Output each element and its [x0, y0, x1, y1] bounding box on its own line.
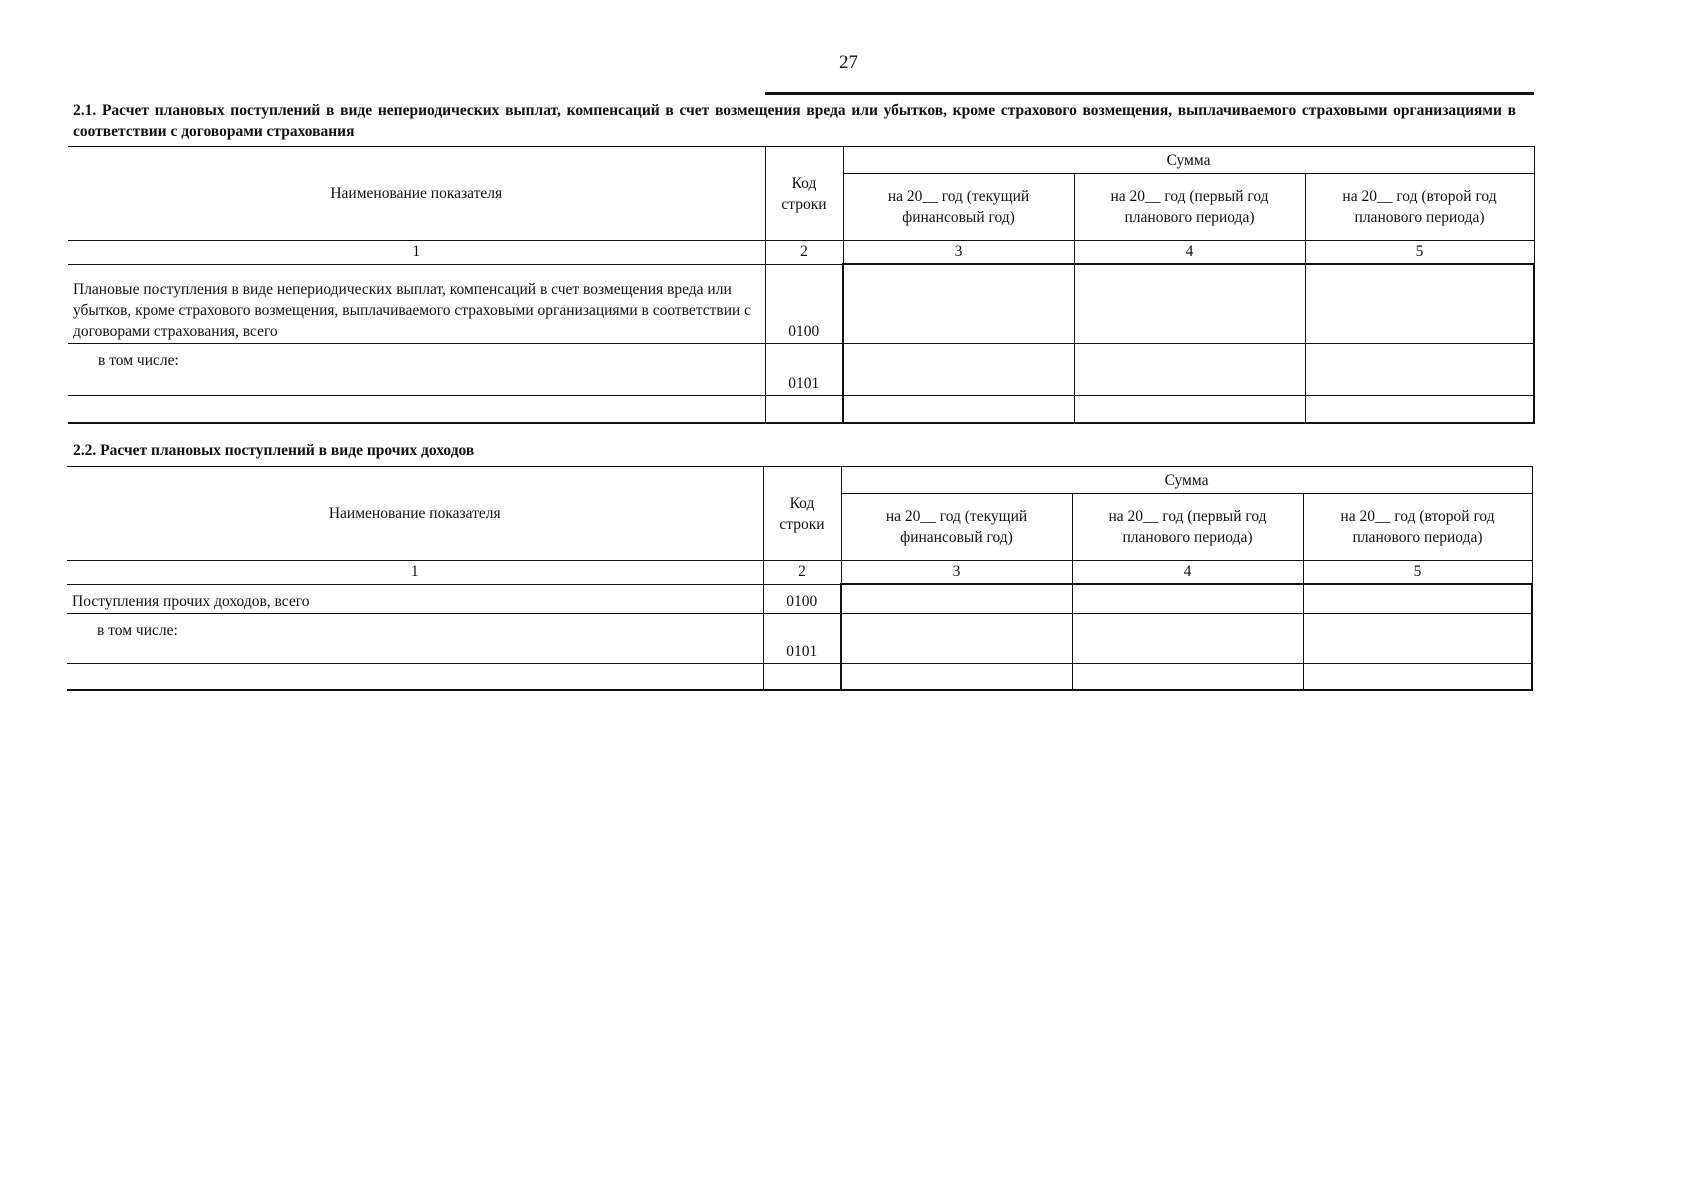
header-col5: на 20__ год (второй год планового периода)	[1305, 174, 1534, 241]
row-label: Поступления прочих доходов, всего	[67, 584, 763, 613]
value-cell[interactable]	[1305, 343, 1534, 395]
header-col3: на 20__ год (текущий финансовый год)	[843, 174, 1074, 241]
header-sum: Сумма	[841, 467, 1532, 494]
header-name: Наименование показателя	[67, 467, 763, 561]
header-code: Код строки	[765, 147, 843, 241]
row-label	[67, 663, 763, 690]
col-number: 3	[843, 241, 1074, 265]
row-code: 0101	[765, 343, 843, 395]
header-code: Код строки	[763, 467, 841, 561]
table-section-2-2	[67, 466, 1533, 691]
row-code: 0100	[763, 584, 841, 613]
row-code: 0100	[765, 264, 843, 343]
row-code: 0101	[763, 613, 841, 663]
col-number: 2	[765, 241, 843, 265]
col-number: 1	[67, 561, 763, 585]
value-cell[interactable]	[1303, 663, 1532, 690]
header-col5: на 20__ год (второй год планового периода)	[1303, 494, 1532, 561]
header-name: Наименование показателя	[68, 147, 765, 241]
row-code	[763, 663, 841, 690]
col-number: 5	[1305, 241, 1534, 265]
value-cell[interactable]	[1074, 343, 1305, 395]
col-number: 2	[763, 561, 841, 585]
row-label	[68, 395, 765, 423]
value-cell[interactable]	[843, 343, 1074, 395]
col-number: 4	[1072, 561, 1303, 585]
header-col4: на 20__ год (первый год планового периода)	[1072, 494, 1303, 561]
page-number: 27	[839, 52, 858, 73]
value-cell[interactable]	[1072, 584, 1303, 613]
value-cell[interactable]	[841, 663, 1072, 690]
value-cell[interactable]	[1305, 264, 1534, 343]
col-number: 5	[1303, 561, 1532, 585]
value-cell[interactable]	[1303, 613, 1532, 663]
col-number: 1	[68, 241, 765, 265]
value-cell[interactable]	[841, 613, 1072, 663]
col-number: 3	[841, 561, 1072, 585]
section-title-2-1: 2.1. Расчет плановых поступлений в виде непериодических выплат, компенсаций в счет возмещения вреда или убытков, кроме страхового возмещения, выплачиваемого страховыми организациями в соответствии с договорами страхования	[73, 102, 1516, 140]
row-label: в том числе:	[67, 613, 763, 663]
value-cell[interactable]	[1074, 264, 1305, 343]
header-sum: Сумма	[843, 147, 1534, 174]
value-cell[interactable]	[1072, 663, 1303, 690]
value-cell[interactable]	[843, 264, 1074, 343]
value-cell[interactable]	[843, 395, 1074, 423]
header-col4: на 20__ год (первый год планового периода)	[1074, 174, 1305, 241]
row-label: в том числе:	[68, 343, 765, 395]
value-cell[interactable]	[1305, 395, 1534, 423]
top-rule	[765, 92, 1534, 95]
value-cell[interactable]	[1072, 613, 1303, 663]
value-cell[interactable]	[1074, 395, 1305, 423]
section-title-2-2: 2.2. Расчет плановых поступлений в виде прочих доходов	[73, 442, 475, 459]
value-cell[interactable]	[1303, 584, 1532, 613]
row-label: Плановые поступления в виде непериодических выплат, компенсаций в счет возмещения вреда или убытков, кроме страхового возмещения, выплачиваемого страховыми организациями в соответствии с договорами страхования, всего	[68, 264, 765, 343]
row-code	[765, 395, 843, 423]
col-number: 4	[1074, 241, 1305, 265]
value-cell[interactable]	[841, 584, 1072, 613]
header-col3: на 20__ год (текущий финансовый год)	[841, 494, 1072, 561]
table-section-2-1	[68, 146, 1535, 424]
